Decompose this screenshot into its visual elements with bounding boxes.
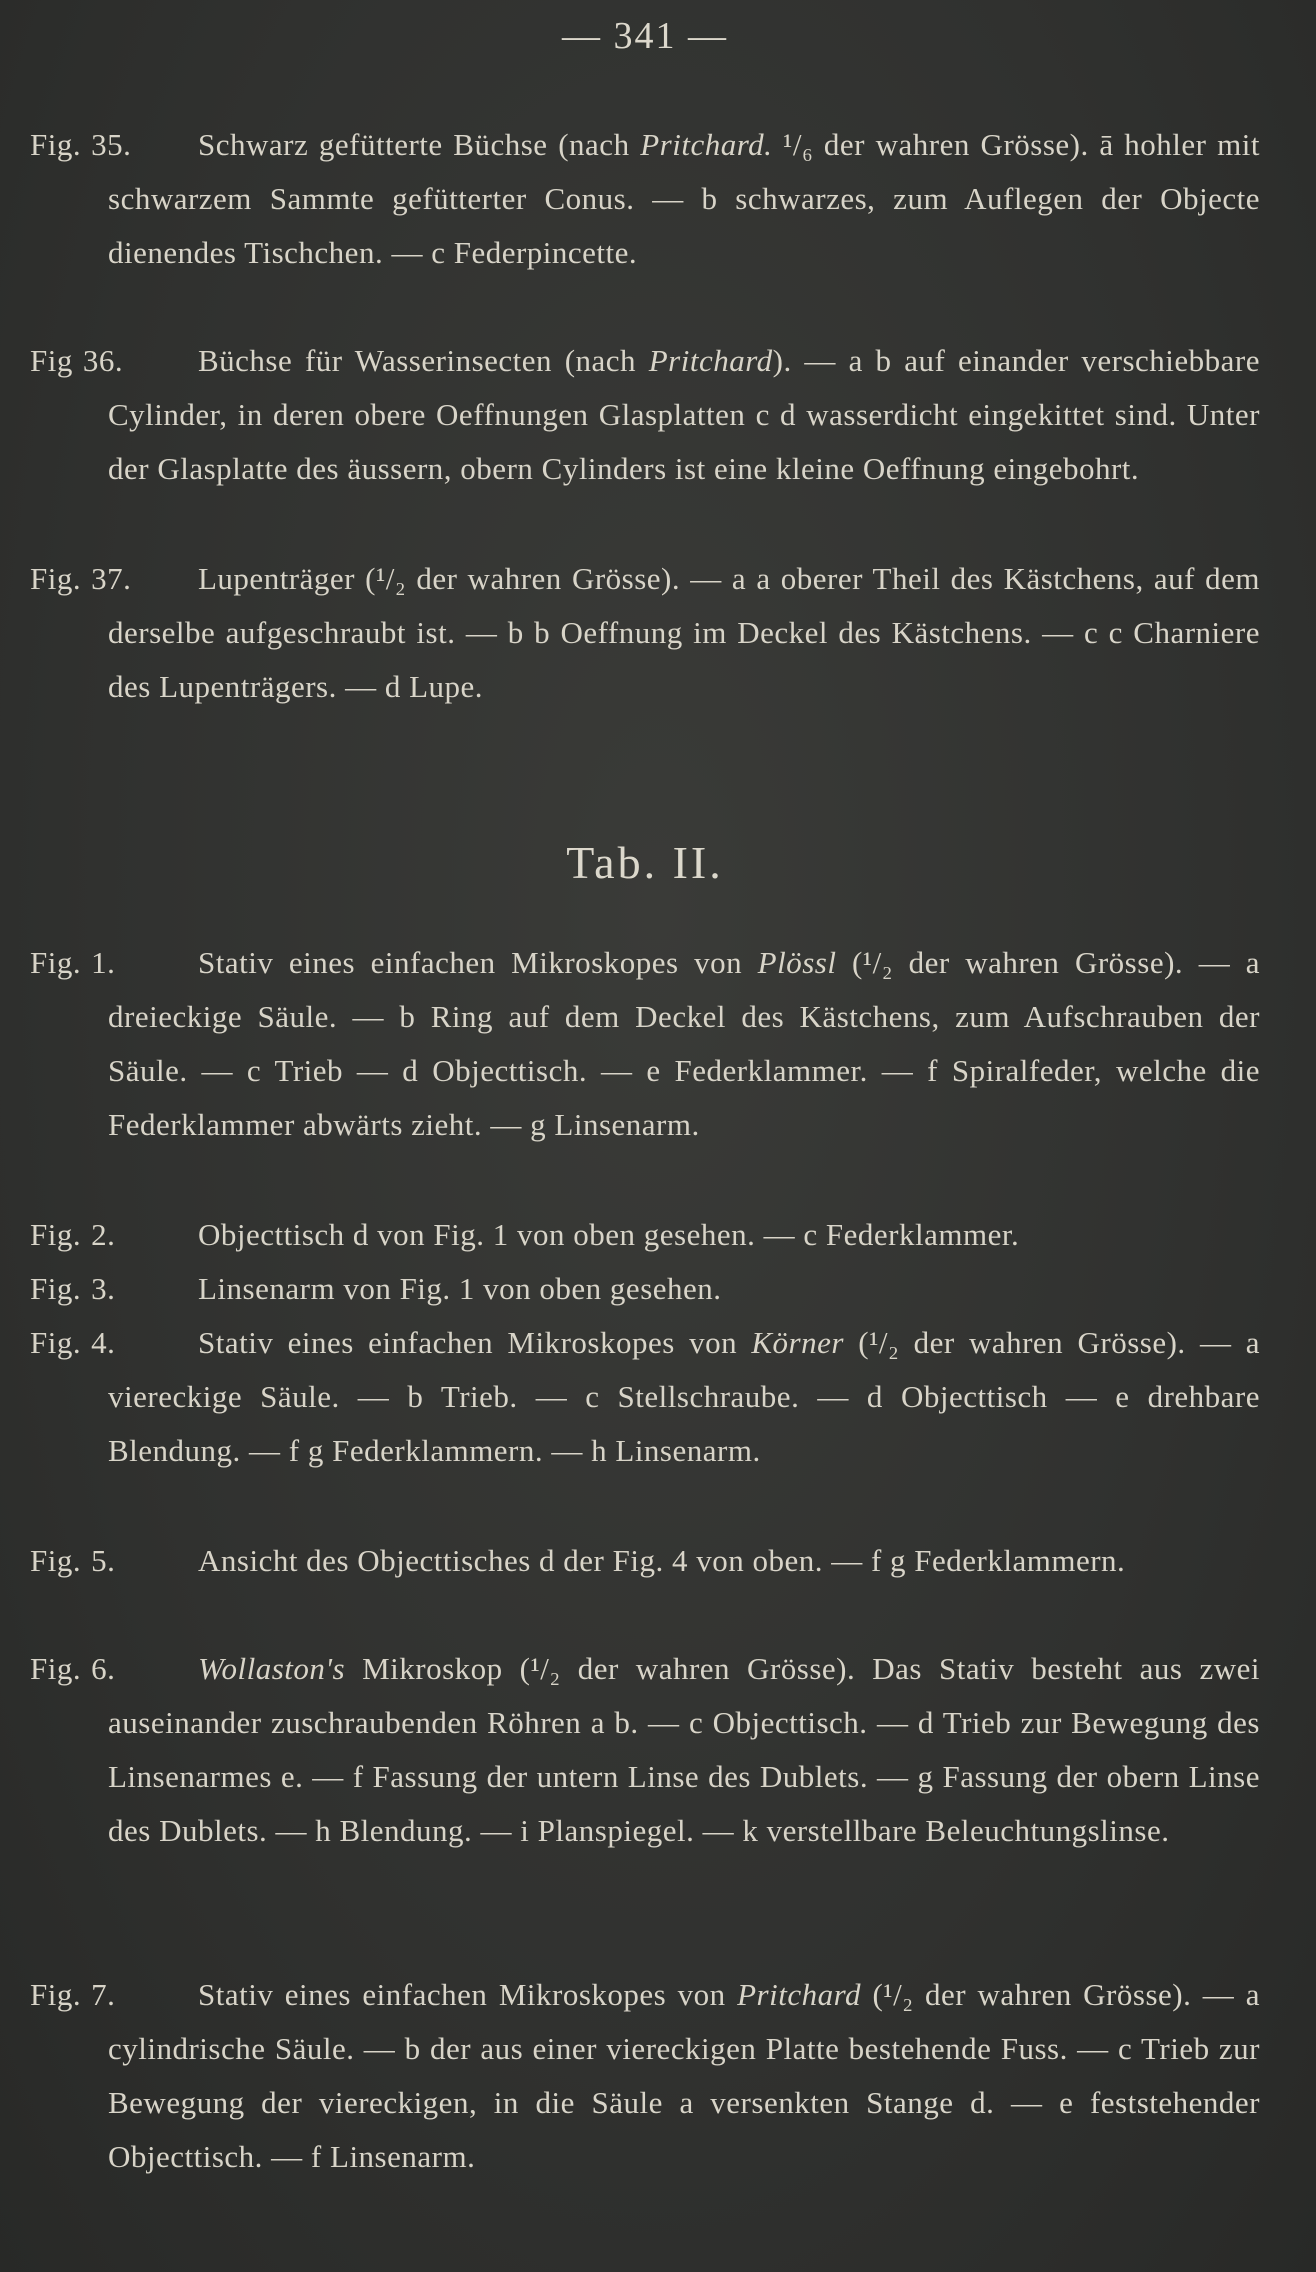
legend-text: ). — a b auf einander verschiebbare Cylinder, in deren obere Oeffnungen Glasplatten c d wasserdicht eingekittet sind. Unter der Glasplatte des äussern, obern Cylinders ist eine kleine Oeffnung eingebohrt. xyxy=(108,343,1260,486)
figure-abbrev: Fig. xyxy=(30,1271,82,1306)
figure-abbrev: Fig. xyxy=(30,561,82,596)
figure-number: 6. xyxy=(91,1651,116,1686)
author-name: Pritchard xyxy=(648,343,773,378)
figure-label xyxy=(30,1262,115,1316)
legend-text: Schwarz gefütterte Büchse (nach xyxy=(198,127,641,162)
figure-number: 35. xyxy=(91,127,132,162)
figure-entry xyxy=(30,1534,1260,1588)
figure-entry xyxy=(30,552,1260,714)
figure-label xyxy=(30,118,131,172)
figure-entry xyxy=(30,936,1260,1152)
figure-entry xyxy=(30,1968,1260,2184)
legend-text: (¹/₂ der wahren Grösse). — a cylindrische Säule. — b der aus einer viereckigen Platte bestehende Fuss. — c Trieb zur Bewegung der viereckigen, in die Säule a versenkten Stange d. — e feststehender Objecttisch. — f Linsenarm. xyxy=(108,1977,1260,2174)
legend-text: Stativ eines einfachen Mikroskopes von xyxy=(198,1977,738,2012)
figure-entry xyxy=(30,1316,1260,1478)
legend-text: (¹/₂ der wahren Grösse). — a dreieckige Säule. — b Ring auf dem Deckel des Kästchens, zum Aufschrauben der Säule. — c Trieb — d Objecttisch. — e Federklammer. — f Spiralfeder, welche die Federklammer abwärts zieht. — g Linsenarm. xyxy=(108,945,1260,1142)
page-number: — 341 — xyxy=(562,15,728,57)
figure-label xyxy=(30,1968,115,2022)
figure-entry xyxy=(30,334,1260,496)
author-name: Plössl xyxy=(757,945,837,980)
author-name: Körner xyxy=(751,1325,844,1360)
legend-text: Mikroskop (¹/₂ der wahren Grösse). Das Stativ besteht aus zwei auseinander zuschraubenden Röhren a b. — c Objecttisch. — d Trieb zur Bewegung des Linsenarmes e. — f Fassung der untern Linse des Dublets. — g Fassung der obern Linse des Dublets. — h Blendung. — i Planspiegel. — k verstellbare Beleuchtungslinse. xyxy=(108,1651,1260,1848)
figure-abbrev: Fig. xyxy=(30,1325,82,1360)
figure-label xyxy=(30,1534,115,1588)
author-name: Pritchard. xyxy=(640,127,773,162)
figure-abbrev: Fig xyxy=(30,343,73,378)
figure-number: 4. xyxy=(91,1325,116,1360)
figure-abbrev: Fig. xyxy=(30,1651,82,1686)
figure-label xyxy=(30,1642,115,1696)
legend-text: Lupenträger (¹/₂ der wahren Grösse). — a a oberer Theil des Kästchens, auf dem derselbe aufgeschraubt ist. — b b Oeffnung im Deckel des Kästchens. — c c Charniere des Lupenträgers. — d Lupe. xyxy=(108,561,1260,704)
figure-abbrev: Fig. xyxy=(30,1543,82,1578)
legend-text: Büchse für Wasserinsecten (nach xyxy=(198,343,649,378)
author-name: Pritchard xyxy=(737,1977,862,2012)
figure-number: 1. xyxy=(91,945,116,980)
figure-abbrev: Fig. xyxy=(30,1977,82,2012)
figure-number: 36. xyxy=(82,343,124,378)
figure-label xyxy=(30,936,115,990)
figure-label xyxy=(30,1316,115,1370)
legend-text: Stativ eines einfachen Mikroskopes von xyxy=(198,945,758,980)
figure-number: 3. xyxy=(91,1271,116,1306)
figure-number: 37. xyxy=(91,561,132,596)
author-name: Wollaston's xyxy=(198,1651,346,1686)
figure-number: 2. xyxy=(91,1217,116,1252)
figure-abbrev: Fig. xyxy=(30,127,82,162)
figure-entry xyxy=(30,118,1260,280)
legend-text: Linsenarm von Fig. 1 von oben gesehen. xyxy=(198,1271,722,1306)
figure-number: 5. xyxy=(91,1543,116,1578)
legend-text: Ansicht des Objecttisches d der Fig. 4 von oben. — f g Federklammern. xyxy=(198,1543,1126,1578)
figure-entry xyxy=(30,1208,1260,1262)
legend-text: (¹/₂ der wahren Grösse). — a viereckige Säule. — b Trieb. — c Stellschraube. — d Objecttisch — e drehbare Blendung. — f g Federklammern. — h Linsenarm. xyxy=(108,1325,1260,1468)
legend-text: Stativ eines einfachen Mikroskopes von xyxy=(198,1325,752,1360)
section-title: Tab. II. xyxy=(566,837,724,888)
legend-text: ¹/₆ der wahren Grösse). ā hohler mit schwarzem Sammte gefütterter Conus. — b schwarzes, zum Auflegen der Objecte dienendes Tischchen. — c Federpincette. xyxy=(108,127,1260,270)
figure-label xyxy=(30,552,131,606)
legend-text: Objecttisch d von Fig. 1 von oben gesehen. — c Federklammer. xyxy=(198,1217,1020,1252)
figure-label xyxy=(30,1208,115,1262)
figure-entry xyxy=(30,1642,1260,1858)
figure-label xyxy=(30,334,123,388)
figure-abbrev: Fig. xyxy=(30,945,82,980)
figure-abbrev: Fig. xyxy=(30,1217,82,1252)
figure-number: 7. xyxy=(91,1977,116,2012)
figure-entry xyxy=(30,1262,1260,1316)
